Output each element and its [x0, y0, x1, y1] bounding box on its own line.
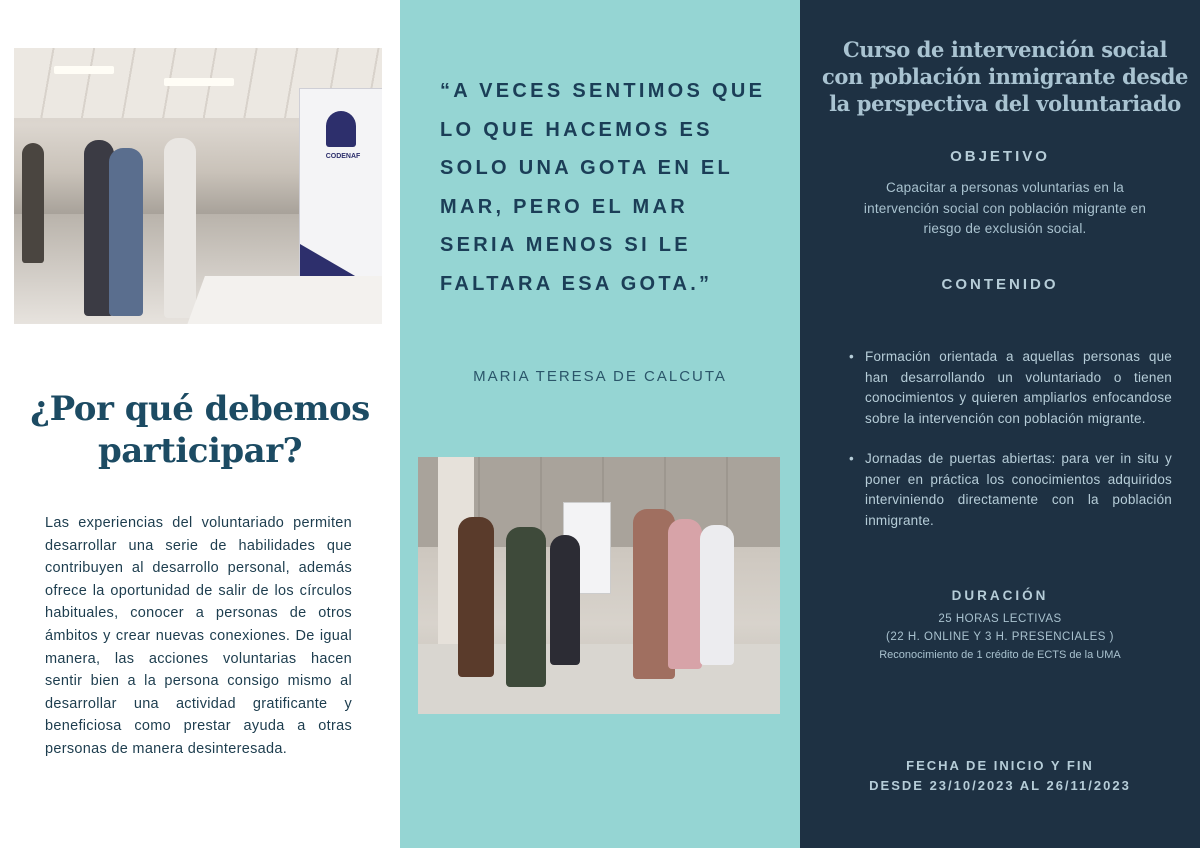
banner-text: CODENAF: [325, 153, 361, 160]
list-item: [848, 449, 1172, 531]
contenido-list: [848, 347, 1172, 551]
ceiling-light: [164, 78, 234, 86]
students-group-photo: [418, 457, 780, 714]
objetivo-heading: OBJETIVO: [950, 148, 1050, 165]
bullet-icon: •: [849, 451, 854, 466]
leaflet-table: [183, 276, 382, 324]
duracion-heading: DURACIÓN: [951, 588, 1049, 603]
fecha-heading: FECHA DE INICIO Y FIN: [906, 758, 1094, 773]
ceiling-light: [54, 66, 114, 74]
contenido-heading: CONTENIDO: [941, 276, 1059, 293]
person-figure: [458, 517, 494, 677]
fecha-range: DESDE 23/10/2023 AL 26/11/2023: [869, 778, 1131, 793]
person-figure: [668, 519, 702, 669]
why-title: ¿Por qué debemos participar?: [30, 389, 370, 471]
hallway-event-photo: [14, 48, 382, 324]
list-item-text: Jornadas de puertas abiertas: para ver in situ y poner en práctica los conocimientos adquiridos interviniendo directamente con la población inmigrante.: [865, 451, 1172, 528]
duracion-hours: 25 HORAS LECTIVAS: [938, 613, 1062, 625]
list-item: [848, 347, 1172, 429]
person-figure: [506, 527, 546, 687]
person-figure: [164, 138, 196, 318]
person-figure: [22, 143, 44, 263]
objetivo-text: Capacitar a personas voluntarias en la intervención social con población migrante en riesgo de exclusión social.: [863, 180, 1147, 236]
roll-up-banner: [299, 88, 382, 295]
duracion-credit: Reconocimiento de 1 crédito de ECTS de la UMA: [879, 649, 1121, 661]
bullet-icon: •: [849, 349, 854, 364]
course-title: Curso de intervención social con población inmigrante desde la perspectiva del voluntariado: [821, 37, 1189, 116]
emblem-icon: [326, 111, 356, 147]
duracion-breakdown: (22 H. ONLINE Y 3 H. PRESENCIALES ): [886, 631, 1114, 643]
list-item-text: Formación orientada a aquellas personas que han desarrollando un voluntariado o tienen conocimientos y quieren ampliarlos enfocandose sobre la intervención con población migrante.: [865, 349, 1172, 426]
quote-text: “A VECES SENTIMOS QUE LO QUE HACEMOS ES SOLO UNA GOTA EN EL MAR, PERO EL MAR SERIA MENOS SI LE FALTARA ESA GOTA.”: [440, 80, 766, 295]
person-figure: [550, 535, 580, 665]
why-body: Las experiencias del voluntariado permiten desarrollar una serie de habilidades que contribuyen al desarrollo personal, además ofrece la oportunidad de salir de los círculos habituales, conocer a personas de otros ámbitos y crear nuevas conexiones. De igual manera, las acciones voluntarias hacen sentir bien a la persona consigo mismo al desarrollar una actividad gratificante y beneficiosa como prestar ayuda a otras personas de manera desinteresada.: [45, 515, 352, 757]
person-figure: [700, 525, 734, 665]
person-figure: [109, 148, 143, 316]
quote-author: MARIA TERESA DE CALCUTA: [473, 368, 727, 385]
